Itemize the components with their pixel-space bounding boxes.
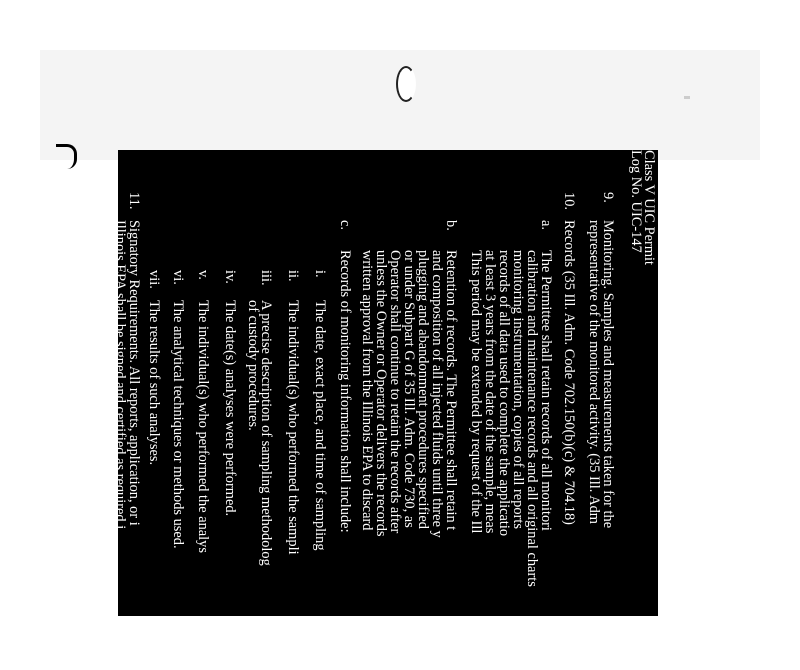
permit-class-header: Class V UIC Permit bbox=[641, 150, 657, 266]
record-item-text: The individual(s) who performed the analys bbox=[195, 300, 211, 553]
section-c-intro: Records of monitoring information shall include: bbox=[337, 250, 353, 533]
record-item-text: The analytical techniques or methods used. bbox=[170, 300, 186, 549]
record-item-text: The date, exact place, and time of sampling bbox=[312, 300, 328, 551]
section-a-line: This period may be extended by request of the Ill bbox=[468, 250, 484, 534]
record-item-number: ii. bbox=[285, 270, 301, 282]
item-11-number: 11. bbox=[126, 192, 142, 210]
section-a-line: calibration and maintenance records and all original charts bbox=[524, 250, 540, 587]
record-item-number: v. bbox=[195, 270, 211, 280]
section-b-line: unless the Owner or Operator delivers the records bbox=[373, 250, 389, 537]
record-item-number: i. bbox=[312, 270, 328, 278]
section-a-line: records of all data used to complete the applicatio bbox=[496, 250, 512, 537]
section-b-line: Operator shall continue to retain the records after bbox=[387, 250, 403, 534]
record-item-text: The date(s) analyses were performed. bbox=[222, 300, 238, 517]
scan-speck bbox=[684, 96, 690, 99]
section-b-line: or under Subpart G of 35 Ill. Adm. Code 730, as bbox=[401, 250, 417, 528]
record-item-number: vi. bbox=[170, 270, 186, 285]
item-11-line: Signatory Requirements. All reports, application, or i bbox=[126, 220, 142, 526]
record-item-number: iii. bbox=[258, 270, 274, 286]
item-9-line-2: representative of the monitored activity. (35 Ill. Adm bbox=[586, 220, 602, 524]
staple-mark bbox=[56, 144, 77, 169]
section-a-line: monitoring instrumentation, copies of all reports bbox=[510, 250, 526, 529]
record-item-text: A precise description of sampling methodolog bbox=[258, 300, 274, 566]
page-content bbox=[98, 150, 658, 670]
section-a-line: at least 3 years from the date of the sample, meas bbox=[482, 250, 498, 534]
item-11-line: Illinois EPA shall be signed and certified as required i bbox=[112, 220, 128, 530]
item-9-number: 9. bbox=[600, 192, 616, 203]
record-item-text: The results of such analyses. bbox=[146, 300, 162, 466]
section-b-line: Retention of records. The Permittee shall retain t bbox=[443, 250, 459, 531]
section-c-label: c. bbox=[337, 220, 353, 230]
item-9-line-1: Monitoring. Samples and measurements taken for the bbox=[600, 220, 616, 529]
item-10-title: Records (35 Ill. Adm. Code 702.150(b)(c) & 704.18) bbox=[561, 220, 577, 525]
record-item-text: The individual(s) who performed the sampli bbox=[285, 300, 301, 555]
section-b-label: b. bbox=[443, 220, 459, 231]
record-item-number: vii. bbox=[146, 270, 162, 289]
permit-log-number: Log No. UIC-147 bbox=[628, 150, 644, 253]
section-b-line: written approval from the Illinois EPA to discard bbox=[359, 250, 375, 531]
punch-hole-mark bbox=[396, 66, 416, 102]
section-b-line: and composition of all injected fluids until three y bbox=[429, 250, 445, 538]
item-11-line: (35 Ill. Adm. Code 702.151) bbox=[98, 220, 114, 384]
item-10-number: 10. bbox=[561, 192, 577, 210]
section-a-line: The Permittee shall retain records of all monitori bbox=[538, 250, 554, 531]
scanned-page bbox=[98, 150, 658, 616]
record-item-number: iv. bbox=[222, 270, 238, 284]
scanner-background bbox=[40, 50, 760, 160]
section-b-line: plugging and abandonment procedures specified bbox=[415, 250, 431, 529]
record-item-text: of custody procedures. bbox=[245, 300, 261, 431]
section-a-label: a. bbox=[538, 220, 554, 230]
